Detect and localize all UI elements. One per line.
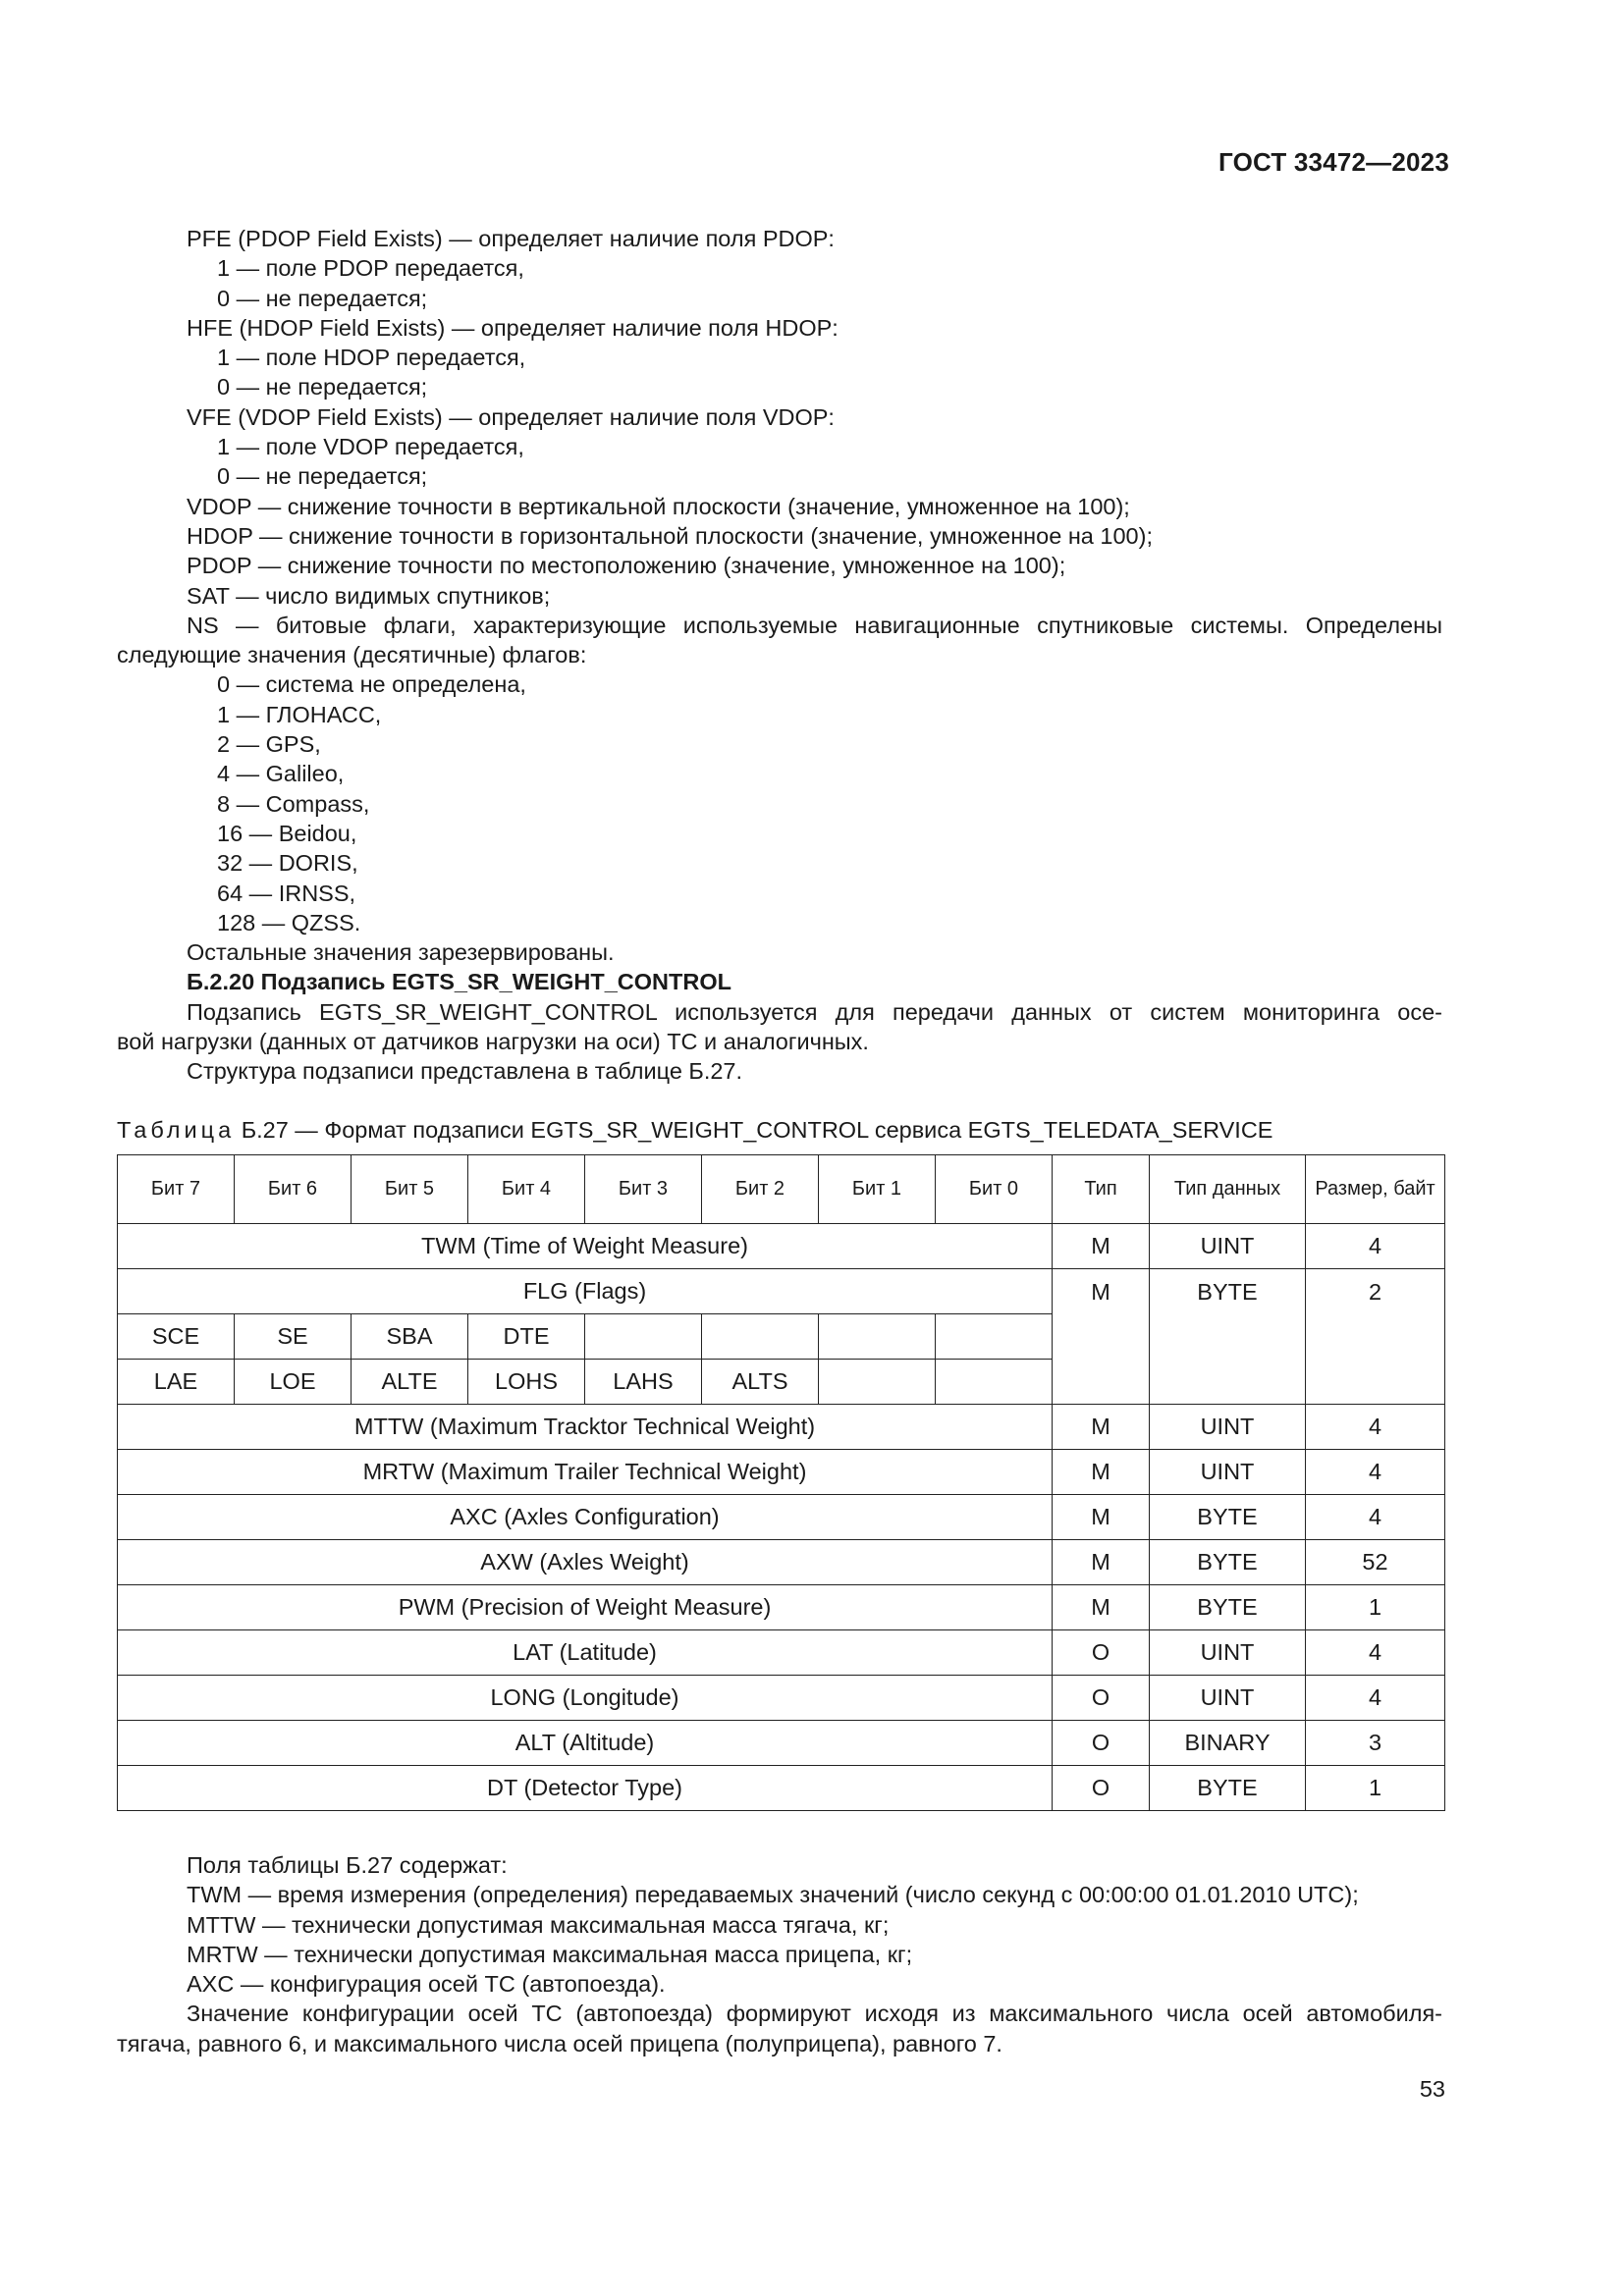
table-header-row xyxy=(118,1155,1445,1224)
header-cell: Бит 7 xyxy=(118,1155,235,1224)
document-header: ГОСТ 33472—2023 xyxy=(1218,147,1449,177)
table-caption-label: Таблица xyxy=(117,1117,236,1143)
type-cell: O xyxy=(1053,1766,1150,1811)
type-cell: O xyxy=(1053,1721,1150,1766)
flag-bit-cell: LOHS xyxy=(468,1360,585,1405)
paragraph-line: SAT — число видимых спутников; xyxy=(187,582,551,609)
field-name-cell: ALT (Altitude) xyxy=(118,1721,1053,1766)
type-cell: M xyxy=(1053,1540,1150,1585)
paragraph-line: PDOP — снижение точности по местоположению (значение, умноженное на 100); xyxy=(187,553,1066,579)
table-row xyxy=(118,1585,1445,1630)
field-name-cell: MRTW (Maximum Trailer Technical Weight) xyxy=(118,1450,1053,1495)
field-name-cell: DT (Detector Type) xyxy=(118,1766,1053,1811)
paragraph-line: 0 — не передается; xyxy=(217,285,428,311)
type-cell: M xyxy=(1053,1585,1150,1630)
type-cell: M xyxy=(1053,1224,1150,1269)
flag-bit-cell xyxy=(819,1360,936,1405)
flag-bit-cell: SE xyxy=(235,1314,352,1360)
header-cell: Бит 0 xyxy=(936,1155,1053,1224)
field-name-cell: AXC (Axles Configuration) xyxy=(118,1495,1053,1540)
table-row xyxy=(118,1540,1445,1585)
size-cell: 4 xyxy=(1306,1224,1445,1269)
type-cell: M xyxy=(1053,1450,1150,1495)
datatype-cell: UINT xyxy=(1150,1450,1306,1495)
header-cell: Бит 3 xyxy=(585,1155,702,1224)
size-cell: 4 xyxy=(1306,1450,1445,1495)
size-cell: 4 xyxy=(1306,1405,1445,1450)
paragraph-line: PFE (PDOP Field Exists) — определяет наличие поля PDOP: xyxy=(187,226,835,251)
table-row xyxy=(118,1676,1445,1721)
flag-bit-cell: LAHS xyxy=(585,1360,702,1405)
flag-bit-cell xyxy=(585,1314,702,1360)
paragraph-line: Остальные значения зарезервированы. xyxy=(187,939,615,966)
size-cell: 2 xyxy=(1306,1269,1445,1405)
size-cell: 4 xyxy=(1306,1495,1445,1540)
flag-bit-cell: LAE xyxy=(118,1360,235,1405)
paragraph-line: 1 — ГЛОНАСС, xyxy=(217,701,382,727)
paragraph-line: 0 — не передается; xyxy=(217,374,428,400)
table-row xyxy=(118,1495,1445,1540)
paragraph-line: 1 — поле HDOP передается, xyxy=(217,345,526,371)
flag-bit-cell: ALTS xyxy=(702,1360,819,1405)
flag-bit-cell xyxy=(936,1314,1053,1360)
paragraph-line: HFE (HDOP Field Exists) — определяет наличие поля HDOP: xyxy=(187,314,839,341)
size-cell: 1 xyxy=(1306,1766,1445,1811)
paragraph-line: 64 — IRNSS, xyxy=(217,880,356,906)
header-cell: Бит 1 xyxy=(819,1155,936,1224)
paragraph-line: 2 — GPS, xyxy=(217,731,321,758)
page-number: 53 xyxy=(1419,2076,1445,2102)
datatype-cell: UINT xyxy=(1150,1676,1306,1721)
paragraph-line: 32 — DORIS, xyxy=(217,850,358,877)
header-cell: Бит 6 xyxy=(235,1155,352,1224)
body-text xyxy=(0,224,1624,1087)
table-row xyxy=(118,1630,1445,1676)
datatype-cell: BYTE xyxy=(1150,1766,1306,1811)
field-name-cell: LONG (Longitude) xyxy=(118,1676,1053,1721)
datatype-cell: UINT xyxy=(1150,1224,1306,1269)
field-name-cell: TWM (Time of Weight Measure) xyxy=(118,1224,1053,1269)
size-cell: 52 xyxy=(1306,1540,1445,1585)
flag-bit-cell: ALTE xyxy=(352,1360,468,1405)
header-cell: Бит 2 xyxy=(702,1155,819,1224)
table-notes xyxy=(0,1850,1624,2058)
paragraph-line: 8 — Compass, xyxy=(217,790,370,817)
header-cell: Бит 5 xyxy=(352,1155,468,1224)
paragraph-line: MTTW — технически допустимая максимальная масса тягача, кг; xyxy=(187,1911,890,1938)
field-name-cell: LAT (Latitude) xyxy=(118,1630,1053,1676)
paragraph-line: 1 — поле VDOP передается, xyxy=(217,434,524,460)
size-cell: 4 xyxy=(1306,1630,1445,1676)
type-cell: M xyxy=(1053,1495,1150,1540)
paragraph-line: 16 — Beidou, xyxy=(217,820,357,846)
type-cell: O xyxy=(1053,1630,1150,1676)
paragraph-line: 1 — поле PDOP передается, xyxy=(217,255,524,282)
paragraph-line: Значение конфигурации осей ТС (автопоезда) формируют исходя из максимального числа осей автомобиля- xyxy=(187,2001,1442,2027)
field-name-cell: AXW (Axles Weight) xyxy=(118,1540,1053,1585)
paragraph-line: 0 — система не определена, xyxy=(217,671,526,698)
table-row xyxy=(118,1269,1445,1314)
table-row xyxy=(118,1224,1445,1269)
field-name-cell: FLG (Flags) xyxy=(118,1269,1053,1314)
paragraph-line: VDOP — снижение точности в вертикальной плоскости (значение, умноженное на 100); xyxy=(187,493,1130,519)
datatype-cell: BYTE xyxy=(1150,1495,1306,1540)
header-cell: Тип данных xyxy=(1150,1155,1306,1224)
datatype-cell: BYTE xyxy=(1150,1540,1306,1585)
weight-control-table xyxy=(117,1154,1445,1811)
table-caption-text: Б.27 — Формат подзаписи EGTS_SR_WEIGHT_CONTROL сервиса EGTS_TELEDATA_SERVICE xyxy=(241,1117,1273,1143)
paragraph-line: вой нагрузки (данных от датчиков нагрузки на оси) ТС и аналогичных. xyxy=(117,1029,869,1055)
paragraph-line: тягача, равного 6, и максимального числа осей прицепа (полуприцепа), равного 7. xyxy=(117,2030,1002,2056)
paragraph-line: MRTW — технически допустимая максимальная масса прицепа, кг; xyxy=(187,1941,913,1967)
paragraph-line: AXC — конфигурация осей ТС (автопоезда). xyxy=(187,1971,666,1998)
paragraph-line: VFE (VDOP Field Exists) — определяет наличие поля VDOP: xyxy=(187,403,835,430)
field-name-cell: MTTW (Maximum Tracktor Technical Weight) xyxy=(118,1405,1053,1450)
table-row xyxy=(118,1405,1445,1450)
header-cell: Бит 4 xyxy=(468,1155,585,1224)
datatype-cell: BYTE xyxy=(1150,1269,1306,1405)
type-cell: M xyxy=(1053,1269,1150,1405)
table-caption xyxy=(117,1115,1273,1145)
table-row xyxy=(118,1450,1445,1495)
paragraph-line: TWM — время измерения (определения) передаваемых значений (число секунд с 00:00:00 01.01.2010 UTC); xyxy=(187,1882,1359,1908)
datatype-cell: UINT xyxy=(1150,1630,1306,1676)
paragraph-line: HDOP — снижение точности в горизонтальной плоскости (значение, умноженное на 100); xyxy=(187,522,1153,549)
paragraph-line: NS — битовые флаги, характеризующие используемые навигационные спутниковые системы. Определены xyxy=(187,612,1442,638)
paragraph-line: Структура подзаписи представлена в таблице Б.27. xyxy=(187,1058,743,1085)
field-name-cell: PWM (Precision of Weight Measure) xyxy=(118,1585,1053,1630)
paragraph-line: Подзапись EGTS_SR_WEIGHT_CONTROL используется для передачи данных от систем мониторинга осе- xyxy=(187,998,1442,1025)
datatype-cell: BINARY xyxy=(1150,1721,1306,1766)
datatype-cell: UINT xyxy=(1150,1405,1306,1450)
paragraph-line: 0 — не передается; xyxy=(217,463,428,490)
header-cell: Тип xyxy=(1053,1155,1150,1224)
header-cell: Размер, байт xyxy=(1306,1155,1445,1224)
flag-bit-cell: LOE xyxy=(235,1360,352,1405)
table-row xyxy=(118,1766,1445,1811)
type-cell: O xyxy=(1053,1676,1150,1721)
paragraph-line: следующие значения (десятичные) флагов: xyxy=(117,642,587,668)
size-cell: 3 xyxy=(1306,1721,1445,1766)
type-cell: M xyxy=(1053,1405,1150,1450)
flag-bit-cell: SCE xyxy=(118,1314,235,1360)
flag-bit-cell xyxy=(702,1314,819,1360)
flag-bit-cell: SBA xyxy=(352,1314,468,1360)
datatype-cell: BYTE xyxy=(1150,1585,1306,1630)
section-heading: Б.2.20 Подзапись EGTS_SR_WEIGHT_CONTROL xyxy=(187,969,731,995)
size-cell: 4 xyxy=(1306,1676,1445,1721)
flag-bit-cell xyxy=(819,1314,936,1360)
paragraph-line: 4 — Galileo, xyxy=(217,761,345,787)
paragraph-line: 128 — QZSS. xyxy=(217,909,361,935)
flag-bit-cell: DTE xyxy=(468,1314,585,1360)
flag-bit-cell xyxy=(936,1360,1053,1405)
paragraph-line: Поля таблицы Б.27 содержат: xyxy=(187,1852,508,1878)
size-cell: 1 xyxy=(1306,1585,1445,1630)
table-row xyxy=(118,1721,1445,1766)
